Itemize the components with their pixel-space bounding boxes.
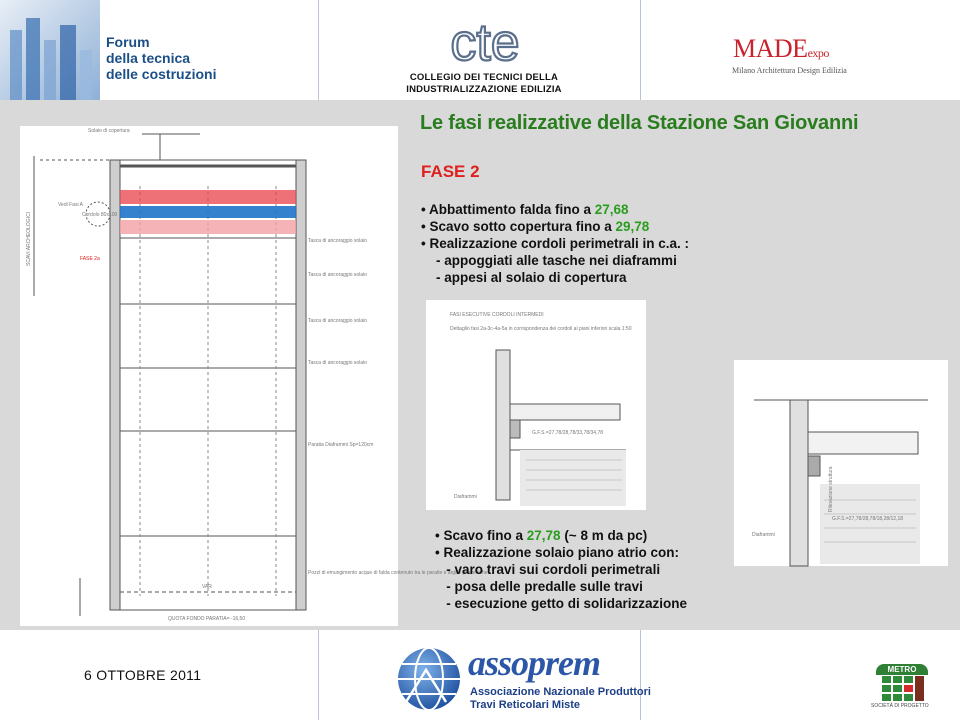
made-expo-subtitle: Milano Architettura Design Edilizia [732,66,847,75]
bullet-text: (~ 8 m da pc) [560,528,648,543]
assoprem-subtitle [470,686,651,712]
forum-title [106,34,216,82]
detail-diaframmi: Diaframmi [454,494,477,500]
label-pozzi: Pozzi di emungimento acque di falda contenuto tra le paratie e argille plioceniche [308,570,488,576]
label-fase: FASE 2a [80,256,100,262]
assoprem-logo-text: assoprem [468,643,601,683]
phase-band-blue [120,206,296,218]
cte-subtitle-line: COLLEGIO DEI TECNICI DELLA [409,72,559,83]
metro-logo-grid [882,676,924,702]
label-paratia: Paratia Diaframmi Sp=120cm [308,442,374,448]
detail-cordoli-svg [426,300,646,510]
cte-subtitle [394,72,574,96]
bullet-item [435,527,687,544]
bullet-text: • Scavo fino a [435,528,527,543]
label-var: VAR [202,584,212,590]
cte-logo-text: cte [450,14,520,72]
made-logo-small: expo [807,46,829,60]
detail-c-rilevazione: Rilevazione struttura [828,466,834,512]
sub-bullet-item: - esecuzione getto di solidarizzazione [435,596,688,611]
detail-drawing-solaio [734,360,948,566]
bullet-list-top [421,201,689,286]
detail-note: Dettaglio fasi 2a-3c-4a-5a in corrispondenza dei cordoli ai piani inferiori scala 1:50 [450,326,632,332]
label-tasca: Tasca di ancoraggio solaio [308,360,367,366]
cte-subtitle-line: INDUSTRIALIZZAZIONE EDILIZIA [406,84,562,95]
label-tasca: Tasca di ancoraggio solaio [308,238,367,244]
detail-c-level: G.F.S.=27,78/28,78/18,28/12,18 [832,516,904,522]
sub-bullet-item: - posa delle predalle sulle travi [435,579,643,594]
detail-drawing-cordoli [426,300,646,510]
forum-logo-graphic [0,0,100,100]
cte-logo [440,10,530,70]
phase-label: FASE 2 [421,162,480,181]
assoprem-subtitle-line: Travi Reticolari Miste [470,699,581,711]
bullet-text: • Abbattimento falda fino a [421,202,595,217]
bullet-item [421,201,689,218]
detail-title: FASI ESECUTIVE CORDOLI INTERMEDI [450,312,544,318]
bullet-value: 29,78 [615,219,650,234]
made-expo-logo [733,34,829,64]
label-solaio: Solaio di copertura [88,128,130,134]
forum-title-line: Forum [106,34,150,50]
label-scavi: SCAVI ARCHEOLOGICI [26,211,32,266]
detail-level: G.F.S.=27,78/28,78/33,78/34,78 [532,430,604,436]
sub-bullet-item: - appesi al solaio di copertura [421,270,627,285]
bullet-list-bottom [435,527,687,612]
label-tasca: Tasca di ancoraggio solaio [308,272,367,278]
phase-band-pink [120,220,296,234]
assoprem-subtitle-line: Associazione Nazionale Produttori [470,686,651,698]
phase-band-red [120,190,296,204]
label-tasca: Tasca di ancoraggio solaio [308,318,367,324]
forum-title-line: della tecnica [106,50,191,66]
header-divider [318,0,319,100]
bullet-value: 27,78 [526,528,561,543]
sub-bullet-item: - varo travi sui cordoli perimetrali [435,562,661,577]
detail-solaio-svg [734,360,948,566]
sub-bullet-item: - appoggiati alle tasche nei diaframmi [421,253,677,268]
label-quota: QUOTA FONDO PARATIA= -16,50 [168,616,246,622]
forum-title-line: delle costruzioni [106,66,217,82]
label-vedi: Vedi Fasi A [58,202,84,208]
metro-logo-label: METRO [876,664,928,675]
bullet-item: • Realizzazione cordoli perimetrali in c.a. : [421,236,690,251]
event-date: 6 OTTOBRE 2011 [84,667,202,683]
header-divider [640,0,641,100]
footer-divider [318,630,319,720]
detail-c-diaframmi: Diaframmi [752,532,775,538]
label-cordolo: Cordolo 80x100 [82,212,118,218]
slide-title: Le fasi realizzative della Stazione San Giovanni [420,112,859,134]
metro-logo-subtitle: SOCIETÀ DI PROGETTO [871,703,929,709]
bullet-item [421,218,689,235]
bullet-text: • Scavo sotto copertura fino a [421,219,616,234]
globe-icon [396,646,462,712]
bullet-item: • Realizzazione solaio piano atrio con: [435,545,680,560]
bullet-value: 27,68 [594,202,629,217]
made-logo-main: MADE [733,34,808,63]
